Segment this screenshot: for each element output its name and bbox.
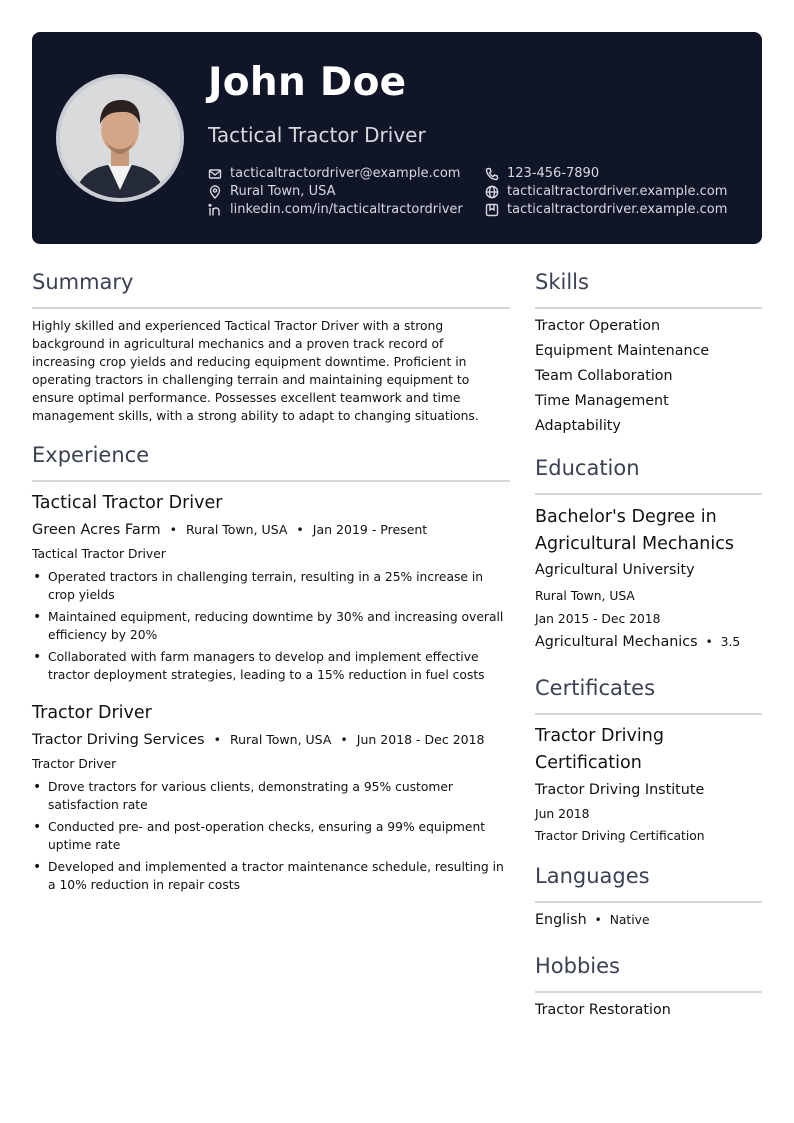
job-dates: Jun 2018 - Dec 2018	[356, 732, 485, 747]
hobbies-divider	[535, 991, 762, 993]
education-field-row: Agricultural Mechanics • 3.5	[535, 634, 741, 650]
avatar	[56, 74, 184, 202]
skill-item: Adaptability	[535, 418, 621, 434]
certificate-date: Jun 2018	[535, 807, 590, 821]
education-gpa: 3.5	[720, 635, 741, 649]
job-role: Tractor Driver	[32, 757, 117, 771]
experience-heading: Experience	[32, 443, 150, 467]
certificates-heading: Certificates	[535, 676, 656, 700]
skill-item: Equipment Maintenance	[535, 343, 710, 359]
summary-text: Highly skilled and experienced Tactical Tractor Driver with a strong background in agricultural mechanics and a proven track record of increasing crop yields and reducing equipment downtime. Proficient in operating tractors in challenging terrain and maintaining equipment to ensure optimal performance. Possesses excellent teamwork and time management skills, with a strong ability to adapt to changing situations.	[32, 319, 479, 423]
skill-item: Tractor Operation	[535, 318, 661, 334]
hobbies-heading: Hobbies	[535, 954, 620, 978]
location-text: Rural Town, USA	[230, 184, 336, 199]
certificate-issuer: Tractor Driving Institute	[535, 782, 705, 798]
linkedin-icon	[208, 203, 222, 217]
portfolio-text: tacticaltractordriver.example.com	[507, 202, 728, 217]
list-item: • Maintained equipment, reducing downtime by 30% and increasing overall efficiency by 20%	[32, 608, 510, 644]
globe-icon	[485, 185, 499, 199]
job-meta: Tractor Driving Services • Rural Town, USA • Jun 2018 - Dec 2018	[32, 732, 485, 748]
contact-portfolio[interactable]	[485, 202, 727, 217]
job-title: Tactical Tractor Driver	[32, 493, 223, 513]
job-location: Rural Town, USA	[229, 732, 332, 747]
job-role: Tactical Tractor Driver	[32, 547, 166, 561]
education-divider	[535, 493, 762, 495]
bookmark-icon	[485, 203, 499, 217]
education-school: Agricultural University	[535, 562, 695, 578]
certificate-name: Tractor Driving Certification	[535, 726, 664, 773]
linkedin-text: linkedin.com/in/tacticaltractordriver	[230, 202, 463, 217]
certificates-divider	[535, 713, 762, 715]
education-degree: Bachelor's Degree in Agricultural Mechanics	[535, 507, 735, 554]
skills-divider	[535, 307, 762, 309]
skills-heading: Skills	[535, 270, 589, 294]
language-name: English	[535, 912, 587, 928]
job-dates: Jan 2019 - Present	[312, 522, 428, 537]
education-field: Agricultural Mechanics	[535, 634, 698, 650]
resume-header	[32, 32, 762, 244]
phone-text: 123-456-7890	[507, 166, 600, 181]
language-level: Native	[609, 913, 650, 927]
location-pin-icon	[208, 185, 222, 199]
languages-heading: Languages	[535, 864, 650, 888]
candidate-title: Tactical Tractor Driver	[208, 123, 426, 147]
languages-divider	[535, 901, 762, 903]
job-title: Tractor Driver	[32, 703, 152, 723]
contact-website[interactable]	[485, 184, 727, 199]
phone-icon	[485, 167, 499, 181]
education-location: Rural Town, USA	[535, 589, 635, 603]
experience-divider	[32, 480, 510, 482]
contact-phone[interactable]	[485, 166, 599, 181]
summary-divider	[32, 307, 510, 309]
job-company: Tractor Driving Services	[32, 732, 205, 748]
list-item: • Drove tractors for various clients, demonstrating a 95% customer satisfaction rate	[32, 778, 510, 814]
job-bullets	[32, 568, 510, 688]
list-item: • Collaborated with farm managers to develop and implement effective tractor deployment strategies, leading to a 15% reduction in fuel costs	[32, 648, 510, 684]
summary-heading: Summary	[32, 270, 134, 294]
candidate-name: John Doe	[208, 60, 407, 105]
education-dates: Jan 2015 - Dec 2018	[535, 612, 661, 626]
list-item: • Developed and implemented a tractor maintenance schedule, resulting in a 10% reduction in repair costs	[32, 858, 510, 894]
contact-email[interactable]	[208, 166, 460, 181]
profile-photo	[60, 78, 180, 198]
mail-icon	[208, 167, 222, 181]
contact-location	[208, 184, 335, 199]
education-heading: Education	[535, 456, 640, 480]
email-text: tacticaltractordriver@example.com	[230, 166, 461, 181]
list-item: • Operated tractors in challenging terrain, resulting in a 25% increase in crop yields	[32, 568, 510, 604]
website-text: tacticaltractordriver.example.com	[507, 184, 728, 199]
job-meta: Green Acres Farm • Rural Town, USA • Jan 2019 - Present	[32, 522, 428, 538]
language-row: English • Native	[535, 912, 650, 928]
skill-item: Time Management	[535, 393, 669, 409]
contact-linkedin[interactable]	[208, 202, 463, 217]
skill-item: Team Collaboration	[535, 368, 673, 384]
hobby-item: Tractor Restoration	[535, 1002, 671, 1018]
job-bullets	[32, 778, 510, 898]
certificate-description: Tractor Driving Certification	[535, 829, 705, 843]
list-item: • Conducted pre- and post-operation checks, ensuring a 99% equipment uptime rate	[32, 818, 510, 854]
job-location: Rural Town, USA	[186, 522, 288, 537]
job-company: Green Acres Farm	[32, 522, 161, 538]
